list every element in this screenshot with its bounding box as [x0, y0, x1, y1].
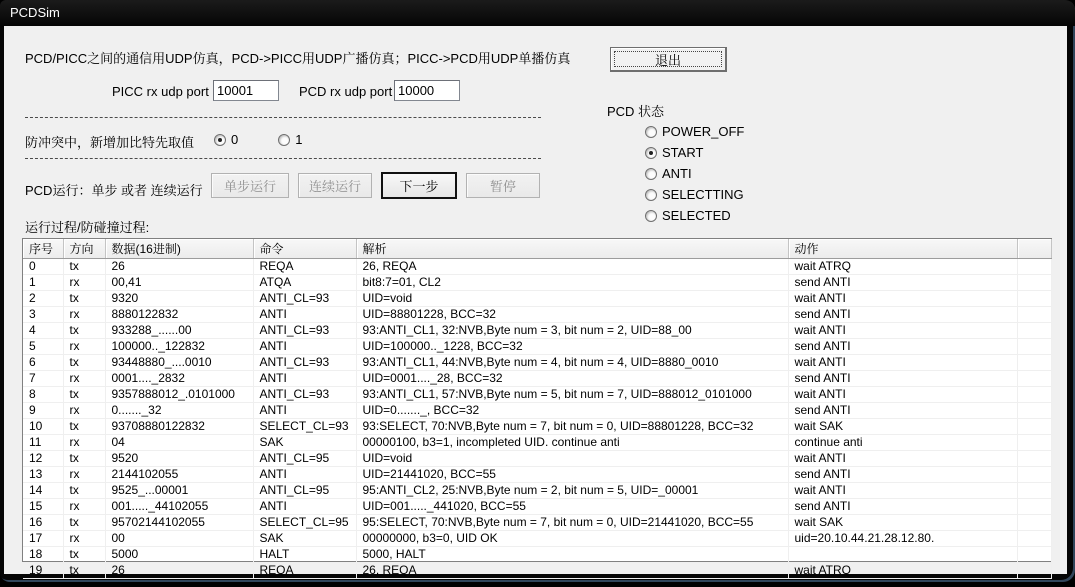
cell-parse: UID=21441020, BCC=55 [356, 466, 788, 482]
radio-option-power-off[interactable] [645, 121, 744, 142]
cell-parse: 95:ANTI_CL2, 25:NVB,Byte num = 2, bit num = 5, UID=_00001 [356, 482, 788, 498]
cell-extra [1017, 322, 1051, 338]
cell-extra [1017, 354, 1051, 370]
cell-parse: 95:SELECT, 70:NVB,Byte num = 7, bit num = 0, UID=21441020, BCC=55 [356, 514, 788, 530]
cell-extra [1017, 290, 1051, 306]
cell-action: send ANTI [788, 338, 1017, 354]
cell-direction: rx [63, 498, 105, 514]
cell-index: 8 [23, 386, 63, 402]
cell-extra [1017, 482, 1051, 498]
cell-data-hex: 26 [105, 258, 253, 274]
table-row[interactable] [23, 450, 1051, 466]
cell-index: 9 [23, 402, 63, 418]
table-row[interactable] [23, 290, 1051, 306]
separator-dashed-top [25, 117, 541, 118]
cell-command: ANTI [253, 338, 356, 354]
cell-action: send ANTI [788, 402, 1017, 418]
radio-circle-icon [645, 210, 657, 222]
cell-command: SAK [253, 434, 356, 450]
pcd-state-radio-group [645, 121, 744, 226]
run-button-bar [211, 172, 540, 199]
cell-direction: tx [63, 514, 105, 530]
anticollision-label: 防冲突中，新增加比特先取值 [25, 135, 195, 150]
cell-command: ANTI_CL=93 [253, 322, 356, 338]
cell-extra [1017, 562, 1051, 578]
cell-action: send ANTI [788, 498, 1017, 514]
column-header-1[interactable]: 方向 [63, 239, 105, 258]
cell-data-hex: 00 [105, 530, 253, 546]
cell-data-hex: 9525_...00001 [105, 482, 253, 498]
cell-direction: rx [63, 530, 105, 546]
table-header-row [23, 239, 1051, 258]
radio-label: POWER_OFF [662, 124, 745, 139]
cell-index: 18 [23, 546, 63, 562]
cell-action: wait SAK [788, 514, 1017, 530]
column-header-2[interactable]: 数据(16进制) [105, 239, 253, 258]
cell-extra [1017, 258, 1051, 274]
cell-index: 1 [23, 274, 63, 290]
table-row[interactable] [23, 402, 1051, 418]
cell-command: HALT [253, 546, 356, 562]
table-row[interactable] [23, 370, 1051, 386]
cell-direction: tx [63, 450, 105, 466]
cell-extra [1017, 498, 1051, 514]
cell-direction: tx [63, 562, 105, 578]
radio-label: SELECTTING [662, 187, 744, 202]
cell-direction: rx [63, 466, 105, 482]
run-button-单步运行[interactable]: 单步运行 [211, 173, 289, 198]
cell-command: SAK [253, 530, 356, 546]
cell-parse: UID=0001...._28, BCC=32 [356, 370, 788, 386]
cell-action: wait ANTI [788, 450, 1017, 466]
cell-index: 5 [23, 338, 63, 354]
cell-direction: rx [63, 274, 105, 290]
cell-data-hex: 95702144102055 [105, 514, 253, 530]
radio-label: START [662, 145, 704, 160]
table-row[interactable] [23, 434, 1051, 450]
cell-command: ANTI [253, 306, 356, 322]
column-header-5[interactable]: 动作 [788, 239, 1017, 258]
cell-parse: 93:ANTI_CL1, 44:NVB,Byte num = 4, bit num = 4, UID=8880_0010 [356, 354, 788, 370]
cell-command: SELECT_CL=95 [253, 514, 356, 530]
cell-data-hex: 5000 [105, 546, 253, 562]
table-row[interactable] [23, 418, 1051, 434]
cell-command: ANTI_CL=93 [253, 290, 356, 306]
cell-action: wait ANTI [788, 386, 1017, 402]
radio-option-selected[interactable] [645, 205, 744, 226]
table-row[interactable] [23, 466, 1051, 482]
table-row[interactable] [23, 322, 1051, 338]
cell-extra [1017, 466, 1051, 482]
cell-extra [1017, 274, 1051, 290]
cell-extra [1017, 386, 1051, 402]
cell-data-hex: 93708880122832 [105, 418, 253, 434]
table-row[interactable] [23, 274, 1051, 290]
cell-data-hex: 8880122832 [105, 306, 253, 322]
cell-command: ANTI [253, 466, 356, 482]
radio-label: SELECTED [662, 208, 731, 223]
cell-direction: tx [63, 290, 105, 306]
radio-circle-icon [278, 134, 290, 146]
pcd-state-row [645, 184, 744, 205]
cell-action: wait ATRQ [788, 562, 1017, 578]
radio-option-selectting[interactable] [645, 184, 744, 205]
column-header-3[interactable]: 命令 [253, 239, 356, 258]
cell-extra [1017, 418, 1051, 434]
cell-index: 2 [23, 290, 63, 306]
anticollision-radio-group [214, 132, 302, 147]
radio-option-0[interactable] [214, 132, 238, 147]
pcd-state-row [645, 142, 744, 163]
cell-command: ANTI_CL=95 [253, 450, 356, 466]
cell-action: wait ATRQ [788, 258, 1017, 274]
cell-action: continue anti [788, 434, 1017, 450]
cell-extra [1017, 546, 1051, 562]
cell-parse: 93:ANTI_CL1, 32:NVB,Byte num = 3, bit num = 2, UID=88_00 [356, 322, 788, 338]
cell-direction: tx [63, 322, 105, 338]
radio-circle-icon [645, 147, 657, 159]
cell-data-hex: 2144102055 [105, 466, 253, 482]
radio-label: 1 [295, 132, 303, 147]
cell-data-hex: 001....._44102055 [105, 498, 253, 514]
process-table-title: 运行过程/防碰撞过程: [25, 220, 150, 235]
cell-parse: 93:SELECT, 70:NVB,Byte num = 7, bit num = 0, UID=88801228, BCC=32 [356, 418, 788, 434]
cell-action: wait ANTI [788, 354, 1017, 370]
cell-parse: 93:ANTI_CL1, 57:NVB,Byte num = 5, bit num = 7, UID=888012_0101000 [356, 386, 788, 402]
cell-data-hex: 9357888012_.0101000 [105, 386, 253, 402]
cell-data-hex: 0001...._2832 [105, 370, 253, 386]
run-mode-label: PCD运行：单步 或者 连续运行 [25, 183, 203, 198]
cell-extra [1017, 306, 1051, 322]
intro-text: PCD/PICC之间的通信用UDP仿真，PCD->PICC用UDP广播仿真；PICC->PCD用UDP单播仿真 [25, 51, 571, 66]
process-table-body [23, 258, 1051, 578]
run-button-下一步[interactable]: 下一步 [381, 172, 457, 199]
cell-command: ANTI [253, 370, 356, 386]
table-row[interactable] [23, 498, 1051, 514]
run-button-连续运行[interactable]: 连续运行 [298, 173, 372, 198]
cell-parse: UID=void [356, 290, 788, 306]
table-row[interactable] [23, 354, 1051, 370]
cell-parse: 26, REQA [356, 258, 788, 274]
cell-parse: bit8:7=01, CL2 [356, 274, 788, 290]
cell-direction: rx [63, 370, 105, 386]
cell-index: 10 [23, 418, 63, 434]
exit-button[interactable]: 退出 [610, 47, 727, 72]
cell-data-hex: 933288_......00 [105, 322, 253, 338]
cell-command: ATQA [253, 274, 356, 290]
cell-parse: UID=001....._441020, BCC=55 [356, 498, 788, 514]
cell-action: send ANTI [788, 274, 1017, 290]
table-row[interactable] [23, 386, 1051, 402]
cell-extra [1017, 530, 1051, 546]
cell-index: 3 [23, 306, 63, 322]
cell-index: 4 [23, 322, 63, 338]
radio-option-start[interactable] [645, 142, 744, 163]
radio-label: ANTI [662, 166, 692, 181]
cell-index: 19 [23, 562, 63, 578]
cell-extra [1017, 514, 1051, 530]
title-bar[interactable] [0, 0, 1075, 26]
cell-extra [1017, 450, 1051, 466]
column-header-empty[interactable] [1017, 239, 1051, 258]
cell-parse: UID=void [356, 450, 788, 466]
pcd-port-label: PCD rx udp port [299, 84, 393, 99]
pcd-state-row [645, 205, 744, 226]
cell-index: 13 [23, 466, 63, 482]
cell-parse: 00000000, b3=0, UID OK [356, 530, 788, 546]
table-row[interactable] [23, 482, 1051, 498]
cell-direction: rx [63, 402, 105, 418]
cell-direction: tx [63, 354, 105, 370]
radio-circle-icon [645, 168, 657, 180]
cell-command: ANTI [253, 498, 356, 514]
cell-data-hex: 93448880_....0010 [105, 354, 253, 370]
cell-parse: 5000, HALT [356, 546, 788, 562]
cell-action [788, 546, 1017, 562]
cell-direction: rx [63, 434, 105, 450]
cell-direction: tx [63, 482, 105, 498]
cell-data-hex: 100000.._122832 [105, 338, 253, 354]
cell-parse: 26, REQA [356, 562, 788, 578]
cell-index: 12 [23, 450, 63, 466]
cell-action: wait ANTI [788, 482, 1017, 498]
cell-command: ANTI_CL=95 [253, 482, 356, 498]
cell-command: ANTI [253, 402, 356, 418]
cell-action: send ANTI [788, 370, 1017, 386]
cell-data-hex: 9320 [105, 290, 253, 306]
cell-index: 6 [23, 354, 63, 370]
cell-action: uid=20.10.44.21.28.12.80. [788, 530, 1017, 546]
cell-direction: tx [63, 258, 105, 274]
separator-dashed-bottom [25, 158, 541, 159]
cell-parse: 00000100, b3=1, incompleted UID. continue anti [356, 434, 788, 450]
cell-direction: tx [63, 418, 105, 434]
pcd-port-input[interactable] [394, 80, 460, 101]
radio-circle-icon [645, 126, 657, 138]
cell-direction: rx [63, 338, 105, 354]
column-header-4[interactable]: 解析 [356, 239, 788, 258]
process-table [22, 238, 1052, 577]
cell-action: wait ANTI [788, 290, 1017, 306]
cell-extra [1017, 338, 1051, 354]
radio-option-1[interactable] [278, 132, 302, 147]
cell-data-hex: 0......._32 [105, 402, 253, 418]
picc-port-input[interactable] [213, 80, 279, 101]
cell-command: ANTI_CL=93 [253, 354, 356, 370]
radio-option-anti[interactable] [645, 163, 744, 184]
cell-index: 15 [23, 498, 63, 514]
cell-extra [1017, 370, 1051, 386]
table-row[interactable] [23, 530, 1051, 546]
cell-index: 7 [23, 370, 63, 386]
cell-parse: UID=100000.._1228, BCC=32 [356, 338, 788, 354]
pcd-state-row [645, 121, 744, 142]
column-header-0[interactable]: 序号 [23, 239, 63, 258]
radio-circle-icon [214, 134, 226, 146]
cell-command: REQA [253, 258, 356, 274]
table-row[interactable] [23, 546, 1051, 562]
table-row[interactable] [23, 306, 1051, 322]
window-title: PCDSim [10, 5, 60, 20]
cell-data-hex: 9520 [105, 450, 253, 466]
table-row[interactable] [23, 514, 1051, 530]
cell-index: 0 [23, 258, 63, 274]
cell-direction: rx [63, 306, 105, 322]
pcd-state-label: PCD 状态 [607, 104, 665, 119]
pcd-state-row [645, 163, 744, 184]
cell-data-hex: 00,41 [105, 274, 253, 290]
cell-index: 16 [23, 514, 63, 530]
cell-action: send ANTI [788, 466, 1017, 482]
cell-command: SELECT_CL=93 [253, 418, 356, 434]
cell-data-hex: 04 [105, 434, 253, 450]
run-button-暂停[interactable]: 暂停 [466, 173, 540, 198]
radio-label: 0 [231, 132, 239, 147]
radio-circle-icon [645, 189, 657, 201]
table-row[interactable] [23, 562, 1051, 578]
table-row[interactable] [23, 258, 1051, 274]
cell-action: wait SAK [788, 418, 1017, 434]
cell-index: 14 [23, 482, 63, 498]
table-row[interactable] [23, 338, 1051, 354]
cell-extra [1017, 434, 1051, 450]
cell-index: 11 [23, 434, 63, 450]
cell-direction: tx [63, 546, 105, 562]
cell-direction: tx [63, 386, 105, 402]
cell-command: REQA [253, 562, 356, 578]
cell-action: wait ANTI [788, 322, 1017, 338]
cell-action: send ANTI [788, 306, 1017, 322]
cell-command: ANTI_CL=93 [253, 386, 356, 402]
cell-extra [1017, 402, 1051, 418]
cell-index: 17 [23, 530, 63, 546]
cell-parse: UID=88801228, BCC=32 [356, 306, 788, 322]
cell-data-hex: 26 [105, 562, 253, 578]
cell-parse: UID=0......._, BCC=32 [356, 402, 788, 418]
picc-port-label: PICC rx udp port [112, 84, 209, 99]
